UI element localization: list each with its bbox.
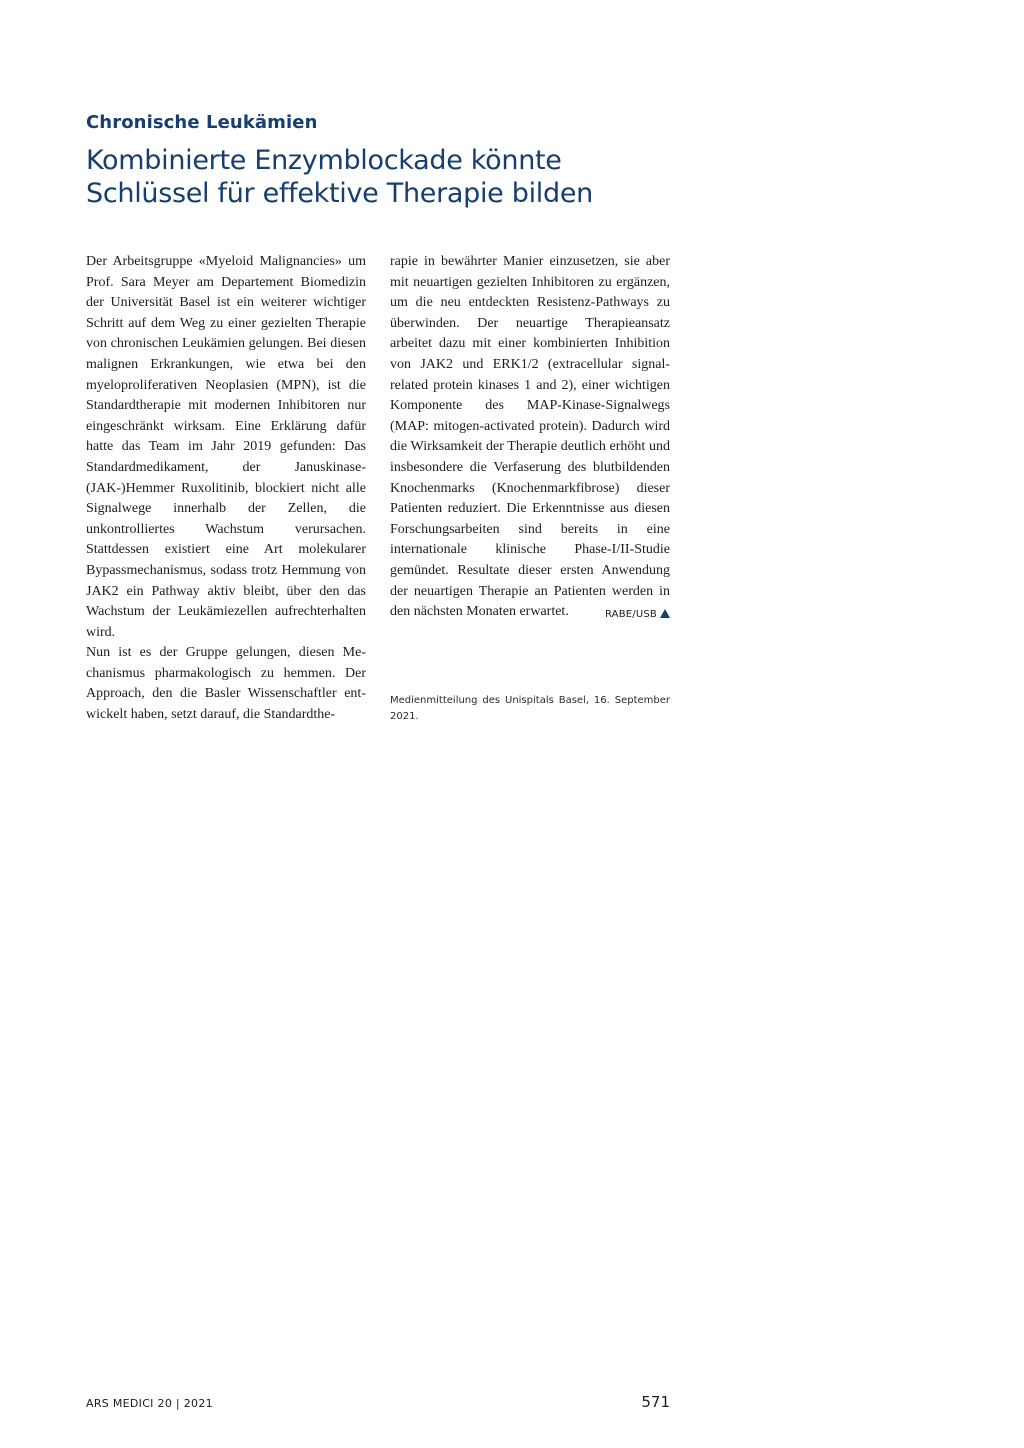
article-headline: [86, 144, 706, 210]
article-kicker: Chronische Leukämien: [86, 112, 318, 133]
source-note: Medienmitteilung des Unispitals Basel, 16. September 2021.: [390, 695, 670, 722]
headline-line-1: Kombinierte Enzymblockade könnte: [86, 145, 562, 176]
body-paragraph-2-start: Nun ist es der Gruppe gelungen, diesen Mechanismus pharmakologisch zu hemmen. Der Approach, den die Basler Wissenschaftler entwickelt haben, setzt darauf, die Standardthe-: [86, 645, 366, 723]
headline-line-2: Schlüssel für effektive Therapie bilden: [86, 178, 593, 209]
end-mark-triangle-icon: [660, 609, 670, 618]
journal-issue-footer: ARS MEDICI 20 | 2021: [86, 1397, 213, 1410]
page-number: 571: [641, 1393, 670, 1411]
body-paragraph-1: Der Arbeitsgruppe «Myeloid Malignancies» um Prof. Sara Meyer am Departement Biomedizin der Universität Basel ist ein weiterer wichtiger Schritt auf dem Weg zu einer gezielten Therapie von chronischen Leukämien gelungen. Bei diesen malignen Erkrankungen, wie etwa bei den myeloproliferativen Neoplasien (MPN), ist die Standardtherapie mit modernen Inhibitoren nur eingeschränkt wirksam. Eine Erklärung dafür hatte das Team im Jahr 2019 gefunden: Das Standardmedikament, der Januskinase-(JAK-)Hemmer Ruxolitinib, blockiert nicht alle Signalwege innerhalb der Zellen, die unkontrolliertes Wachstum verursachen. Stattdessen existiert eine Art molekularer Bypassmechanismus, sodass trotz Hemmung von JAK2 ein Pathway aktiv bleibt, über den das Wachstum der Leukämiezellen aufrechterhalten wird.: [86, 254, 366, 640]
author-signoff-text: RABE/USB: [604, 609, 657, 621]
body-column-right: [390, 252, 670, 626]
body-paragraph-2-text: rapie in bewährter Manier einzusetzen, sie aber mit neuartigen gezielten Inhibitoren zu ergänzen, um die neu entdeckten Resistenz-Pathways zu überwinden. Der neuartige Therapieansatz arbeitet dazu mit einer kombinierten Inhibition von JAK2 und ERK1/2 (extracellular signal-related protein kinases 1 and 2), einer wichtigen Komponente des MAP-Kinase-Signalwegs (MAP: mitogen-activated protein). Dadurch wird die Wirksamkeit der Therapie deutlich erhöht und insbesondere die Verfaserung des blutbildenden Knochenmarks (Knochenmarkfibrose) dieser Patienten reduziert. Die Erkenntnisse aus diesen Forschungsarbeiten sind bereits in eine internationale klinische Phase-I/II-Studie gemündet. Resultate dieser ersten Anwendung der neuartigen Therapie an Patienten werden in den nächsten Monaten erwartet.: [390, 254, 670, 620]
author-signoff: [605, 605, 670, 626]
body-paragraph-2-continued: [390, 252, 670, 623]
body-column-left: [86, 252, 366, 726]
